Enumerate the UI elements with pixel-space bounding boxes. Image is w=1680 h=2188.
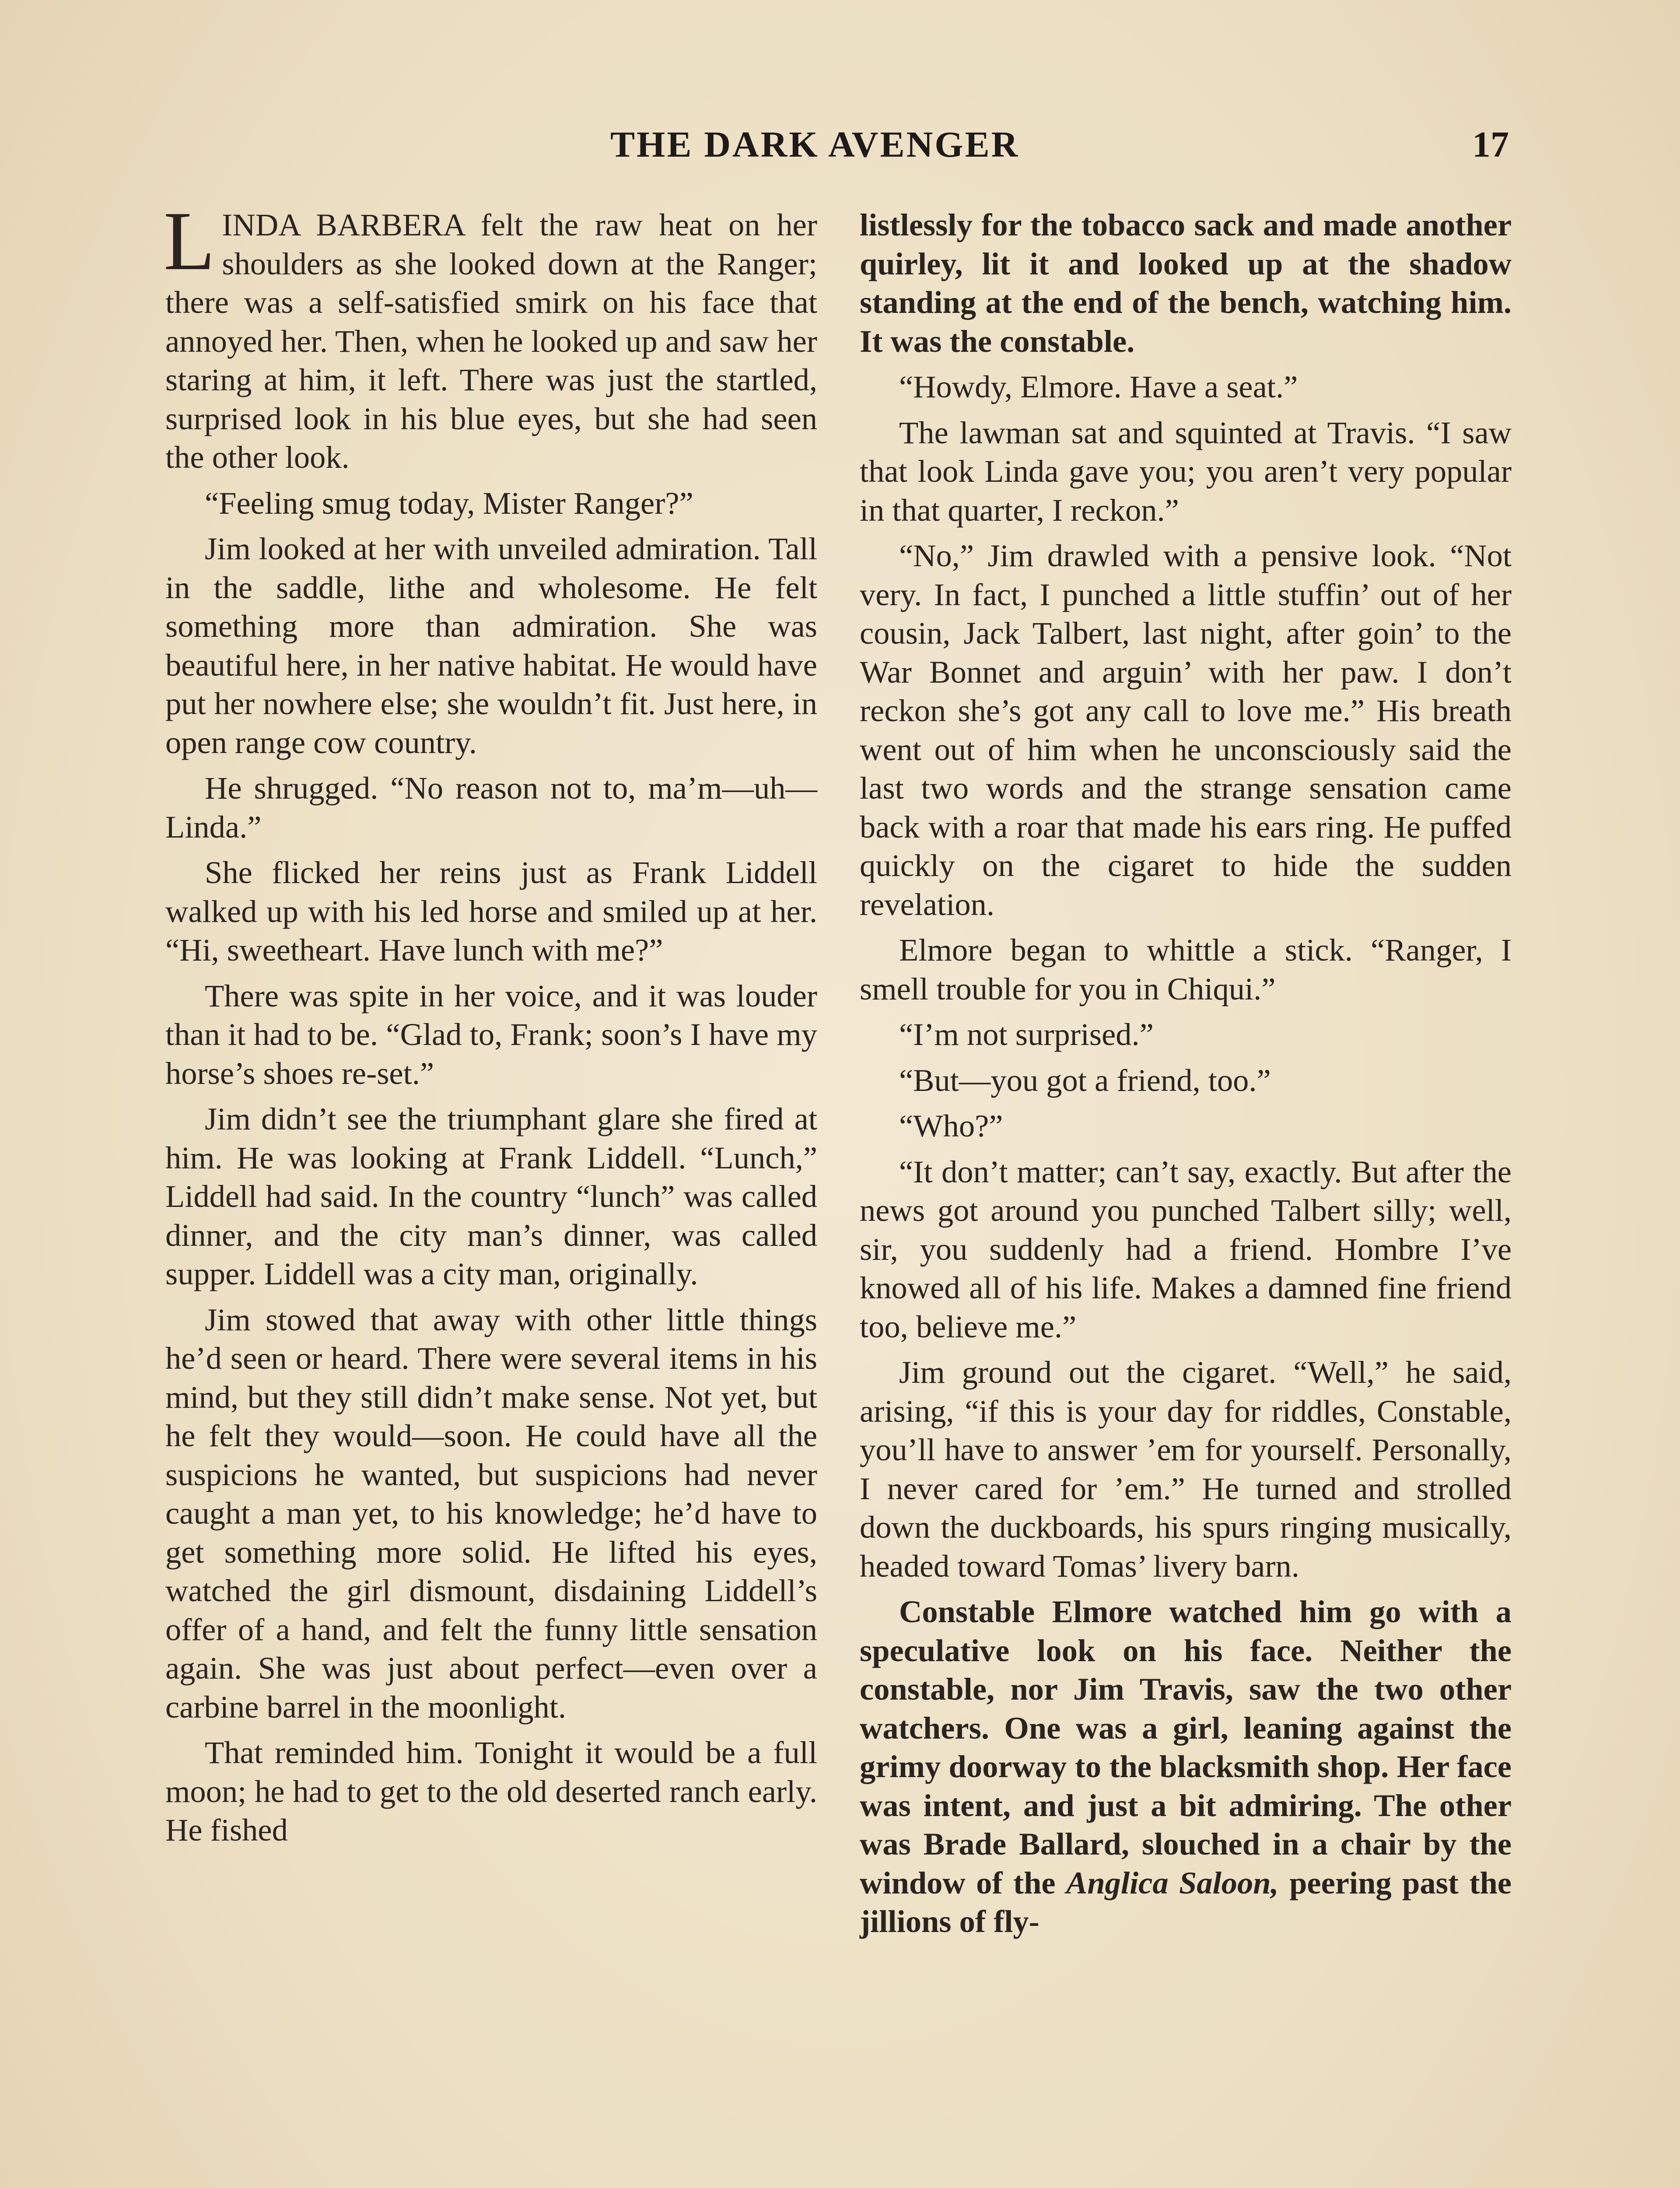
paragraph: The lawman sat and squinted at Travis. “I saw that look Linda gave you; you aren’t very popular in that quarter, I reckon.”	[860, 414, 1512, 528]
paragraph: “But—you got a friend, too.”	[899, 1062, 1271, 1098]
paragraph: There was spite in her voice, and it was louder than it had to be. “Glad to, Frank; soon’s I have my horse’s shoes re-set.”	[165, 978, 817, 1091]
paragraph: “I’m not surprised.”	[899, 1017, 1154, 1052]
paragraph: Jim ground out the cigaret. “Well,” he said, arising, “if this is your day for riddles, Constable, you’ll have to answer ’em for yourself. Personally, I never cared for ’em.” He turned and strolled down the duckboards, his spurs ringing musically, headed toward Tomas’ livery barn.	[860, 1354, 1512, 1584]
paragraph: She flicked her reins just as Frank Liddell walked up with his led horse and smiled up at her. “Hi, sweetheart. Have lunch with me?”	[165, 855, 817, 968]
left-column	[164, 194, 817, 1850]
paragraph: “Feeling smug today, Mister Ranger?”	[205, 485, 693, 521]
paragraph: He shrugged. “No reason not to, ma’m—uh—Linda.”	[165, 770, 817, 845]
paragraph: Jim stowed that away with other little things he’d seen or heard. There were several items in his mind, but they still didn’t make sense. Not yet, but he felt they would—soon. He could have all the suspicions he wanted, but suspicions had never caught a man yet, to his knowledge; he’d have to get something more solid. He lifted his eyes, watched the girl dismount, disdaining Liddell’s offer of a hand, and felt the funny little sensation again. She was just about perfect—even over a carbine barrel in the moonlight.	[165, 1301, 817, 1725]
page-number: 17	[1472, 124, 1509, 165]
paragraph: LINDA BARBERA felt the raw heat on her shoulders as she looked down at the Ranger; there was a self-satisfied smirk on his face that annoyed her. Then, when he looked up and saw her staring at him, it left. There was just the startled, surprised look in his blue eyes, but she had seen the other look.	[164, 194, 817, 475]
paragraph: “Howdy, Elmore. Have a seat.”	[899, 369, 1298, 404]
continued-paragraph: listlessly for the tobacco sack and made another quirley, lit it and looked up at the shadow standing at the end of the bench, watching him. It was the constable.	[860, 207, 1512, 359]
paragraph: That reminded him. Tonight it would be a full moon; he had to get to the old deserted ranch early. He fished	[165, 1735, 817, 1848]
running-title: THE DARK AVENGER	[610, 124, 1020, 165]
paragraph: Jim looked at her with unveiled admiration. Tall in the saddle, lithe and wholesome. He felt something more than admiration. She was beautiful here, in her native habitat. He would have put her nowhere else; she wouldn’t fit. Just here, in open range cow country.	[165, 531, 817, 760]
paragraph: “Who?”	[899, 1108, 1003, 1143]
right-column	[860, 206, 1512, 1941]
paragraph: “It don’t matter; can’t say, exactly. But after the news got around you punched Talbert silly; well, sir, you suddenly had a friend. Hombre I’ve knowed all of his life. Makes a damned fine friend too, believe me.”	[860, 1154, 1512, 1344]
paragraph: “No,” Jim drawled with a pensive look. “Not very. In fact, I punched a little stuffin’ out of her cousin, Jack Talbert, last night, after goin’ to the War Bonnet and arguin’ with her paw. I don’t reckon she’s got any call to love me.” His breath went out of him when he unconsciously said the last two words and the strange sensation came back with a roar that made his ears ring. He puffed quickly on the cigaret to hide the sudden revelation.	[860, 538, 1512, 922]
paragraph: Constable Elmore watched him go with a speculative look on his face. Neither the constable, nor Jim Travis, saw the two other watchers. One was a girl, leaning against the grimy doorway to the blacksmith shop. Her face was intent, and just a bit admiring. The other was Brade Ballard, slouched in a chair by the window of the Anglica Saloon, peering past the jillions of fly-	[860, 1594, 1512, 1939]
paragraph: Elmore began to whittle a stick. “Ranger, I smell trouble for you in Chiqui.”	[860, 932, 1512, 1006]
page-header	[0, 123, 1680, 172]
drop-cap: L	[164, 194, 215, 288]
paragraph: Jim didn’t see the triumphant glare she fired at him. He was looking at Frank Liddell. “Lunch,” Liddell had said. In the country “lunch” was called dinner, and the city man’s dinner, was called supper. Liddell was a city man, originally.	[165, 1101, 817, 1291]
saloon-name: Anglica Saloon,	[1066, 1865, 1279, 1900]
